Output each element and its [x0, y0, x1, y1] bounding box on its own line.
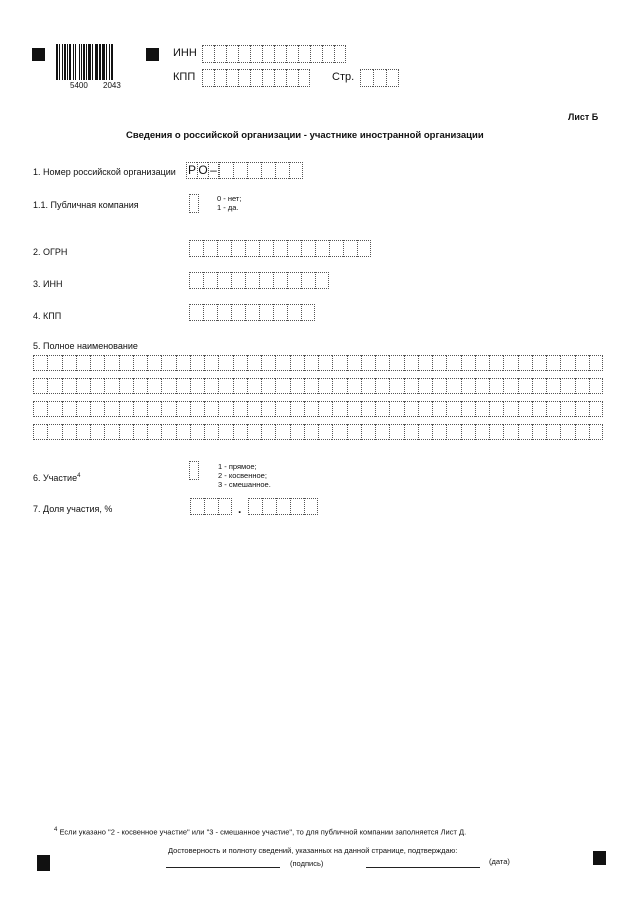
name-char-cell[interactable]	[418, 378, 432, 394]
name-char-cell[interactable]	[375, 355, 389, 371]
name-char-cell[interactable]	[290, 401, 304, 417]
name-char-cell[interactable]	[161, 424, 175, 440]
name-char-cell[interactable]	[218, 401, 232, 417]
kpp-digit-cell[interactable]	[202, 69, 214, 87]
name-char-cell[interactable]	[475, 378, 489, 394]
name-char-cell[interactable]	[432, 378, 446, 394]
name-char-cell[interactable]	[133, 355, 147, 371]
name-char-cell[interactable]	[489, 378, 503, 394]
name-row[interactable]	[33, 355, 603, 371]
field-6-option-1: 2 - косвенное;	[218, 471, 267, 480]
org-number-prefix-cell: О	[198, 163, 208, 177]
name-char-cell[interactable]	[47, 401, 61, 417]
signature-line[interactable]	[166, 867, 280, 868]
name-char-cell[interactable]	[290, 424, 304, 440]
name-char-cell[interactable]	[560, 378, 574, 394]
inn-digit-cell[interactable]	[238, 45, 250, 63]
footnote-text: Если указано "2 - косвенное участие" или "3 - смешанное участие", то для публичной компании заполняется Лист Д.	[59, 827, 467, 837]
field-6-label-text: 6. Участие	[33, 473, 78, 483]
field-5-label: 5. Полное наименование	[33, 341, 138, 351]
name-char-cell[interactable]	[233, 355, 247, 371]
inn-digit-cell[interactable]	[231, 272, 245, 289]
name-row[interactable]	[33, 401, 603, 417]
name-char-cell[interactable]	[332, 355, 346, 371]
name-char-cell[interactable]	[233, 378, 247, 394]
name-char-cell[interactable]	[119, 378, 133, 394]
field-4-label: 4. КПП	[33, 311, 62, 321]
name-char-cell[interactable]	[275, 378, 289, 394]
org-number-cell[interactable]	[247, 162, 261, 179]
name-char-cell[interactable]	[475, 355, 489, 371]
sheet-label: Лист Б	[568, 112, 599, 122]
name-char-cell[interactable]	[347, 424, 361, 440]
name-char-cell[interactable]	[76, 424, 90, 440]
name-char-cell[interactable]	[461, 401, 475, 417]
name-char-cell[interactable]	[176, 424, 190, 440]
share-dec-cell[interactable]	[248, 498, 262, 515]
kpp-digit-cell[interactable]	[274, 69, 286, 87]
name-char-cell[interactable]	[290, 355, 304, 371]
kpp-digit-cell[interactable]	[231, 304, 245, 321]
inn-digit-cell[interactable]	[214, 45, 226, 63]
field-1-cells[interactable]	[219, 162, 303, 179]
barcode-digits-right: 2043	[103, 81, 121, 90]
inn-digit-cell[interactable]	[286, 45, 298, 63]
name-char-cell[interactable]	[247, 355, 261, 371]
name-char-cell[interactable]	[503, 355, 517, 371]
registration-marker-bottom-left	[37, 855, 50, 871]
barcode-bar	[113, 44, 114, 80]
name-char-cell[interactable]	[518, 424, 532, 440]
name-char-cell[interactable]	[233, 424, 247, 440]
inn-digit-cell[interactable]	[322, 45, 334, 63]
inn-digit-cell[interactable]	[202, 45, 214, 63]
name-char-cell[interactable]	[161, 378, 175, 394]
inn-digit-cell[interactable]	[226, 45, 238, 63]
name-char-cell[interactable]	[546, 355, 560, 371]
field-6-option-0: 1 - прямое;	[218, 462, 257, 471]
ogrn-digit-cell[interactable]	[343, 240, 357, 257]
name-char-cell[interactable]	[589, 378, 603, 394]
name-char-cell[interactable]	[218, 355, 232, 371]
ogrn-digit-cell[interactable]	[189, 240, 203, 257]
name-char-cell[interactable]	[261, 355, 275, 371]
inn-digit-cell[interactable]	[273, 272, 287, 289]
name-char-cell[interactable]	[575, 355, 589, 371]
kpp-digit-cell[interactable]	[189, 304, 203, 321]
share-dec-cell[interactable]	[262, 498, 276, 515]
name-char-cell[interactable]	[432, 401, 446, 417]
name-char-cell[interactable]	[76, 378, 90, 394]
name-char-cell[interactable]	[104, 378, 118, 394]
ogrn-digit-cell[interactable]	[259, 240, 273, 257]
name-char-cell[interactable]	[304, 424, 318, 440]
field-1-1-option-0: 0 - нет;	[217, 194, 242, 203]
name-char-cell[interactable]	[518, 355, 532, 371]
ogrn-digit-cell[interactable]	[217, 240, 231, 257]
name-char-cell[interactable]	[204, 401, 218, 417]
field-5-grid[interactable]	[33, 355, 603, 447]
name-char-cell[interactable]	[518, 378, 532, 394]
name-char-cell[interactable]	[47, 378, 61, 394]
name-char-cell[interactable]	[247, 378, 261, 394]
name-char-cell[interactable]	[546, 401, 560, 417]
name-char-cell[interactable]	[389, 378, 403, 394]
share-int-cell[interactable]	[218, 498, 232, 515]
name-char-cell[interactable]	[389, 424, 403, 440]
name-char-cell[interactable]	[147, 378, 161, 394]
name-char-cell[interactable]	[589, 424, 603, 440]
name-char-cell[interactable]	[418, 424, 432, 440]
name-char-cell[interactable]	[190, 355, 204, 371]
name-char-cell[interactable]	[361, 401, 375, 417]
org-number-cell[interactable]	[289, 162, 303, 179]
name-char-cell[interactable]	[575, 378, 589, 394]
name-char-cell[interactable]	[432, 355, 446, 371]
name-char-cell[interactable]	[218, 424, 232, 440]
page-digit-cell[interactable]	[386, 69, 399, 87]
name-char-cell[interactable]	[133, 424, 147, 440]
kpp-digit-cell[interactable]	[203, 304, 217, 321]
name-char-cell[interactable]	[404, 355, 418, 371]
name-char-cell[interactable]	[62, 401, 76, 417]
name-char-cell[interactable]	[247, 401, 261, 417]
kpp-digit-cell[interactable]	[262, 69, 274, 87]
kpp-digit-cell[interactable]	[301, 304, 315, 321]
field-6-footnote-mark: 4	[77, 473, 81, 479]
name-char-cell[interactable]	[147, 424, 161, 440]
field-7-integer-cells[interactable]	[190, 498, 232, 515]
field-1-1-option-1: 1 - да.	[217, 203, 239, 212]
inn-digit-cell[interactable]	[250, 45, 262, 63]
kpp-digit-cell[interactable]	[287, 304, 301, 321]
field-3-label: 3. ИНН	[33, 279, 63, 289]
share-int-cell[interactable]	[190, 498, 204, 515]
inn-digit-cell[interactable]	[245, 272, 259, 289]
name-char-cell[interactable]	[133, 378, 147, 394]
name-char-cell[interactable]	[389, 355, 403, 371]
name-char-cell[interactable]	[233, 401, 247, 417]
name-char-cell[interactable]	[62, 424, 76, 440]
name-char-cell[interactable]	[446, 355, 460, 371]
name-char-cell[interactable]	[489, 424, 503, 440]
kpp-digit-cell[interactable]	[245, 304, 259, 321]
org-number-cell[interactable]	[233, 162, 247, 179]
name-char-cell[interactable]	[119, 424, 133, 440]
name-char-cell[interactable]	[62, 355, 76, 371]
name-char-cell[interactable]	[104, 355, 118, 371]
org-number-prefix-cell: –	[208, 162, 219, 179]
org-number-cell[interactable]	[261, 162, 275, 179]
registration-marker-bottom-right	[593, 851, 606, 865]
name-char-cell[interactable]	[176, 355, 190, 371]
name-char-cell[interactable]	[47, 355, 61, 371]
name-char-cell[interactable]	[275, 401, 289, 417]
ogrn-digit-cell[interactable]	[287, 240, 301, 257]
name-char-cell[interactable]	[404, 424, 418, 440]
inn-digit-cell[interactable]	[310, 45, 322, 63]
name-char-cell[interactable]	[418, 401, 432, 417]
ogrn-digit-cell[interactable]	[357, 240, 371, 257]
ogrn-digit-cell[interactable]	[329, 240, 343, 257]
field-4-cells[interactable]	[189, 304, 315, 321]
name-char-cell[interactable]	[589, 355, 603, 371]
registration-marker-top-left	[32, 48, 45, 61]
name-char-cell[interactable]	[261, 401, 275, 417]
name-char-cell[interactable]	[375, 401, 389, 417]
name-char-cell[interactable]	[190, 424, 204, 440]
name-char-cell[interactable]	[560, 401, 574, 417]
name-char-cell[interactable]	[347, 355, 361, 371]
name-char-cell[interactable]	[418, 355, 432, 371]
name-char-cell[interactable]	[361, 378, 375, 394]
name-char-cell[interactable]	[389, 401, 403, 417]
name-char-cell[interactable]	[90, 401, 104, 417]
signature-caption: (подпись)	[290, 859, 324, 868]
name-char-cell[interactable]	[176, 401, 190, 417]
header-kpp-cells[interactable]	[202, 69, 310, 87]
name-row[interactable]	[33, 424, 603, 440]
name-char-cell[interactable]	[518, 401, 532, 417]
name-char-cell[interactable]	[247, 424, 261, 440]
kpp-digit-cell[interactable]	[273, 304, 287, 321]
name-char-cell[interactable]	[461, 355, 475, 371]
inn-digit-cell[interactable]	[189, 272, 203, 289]
name-char-cell[interactable]	[176, 378, 190, 394]
name-char-cell[interactable]	[318, 355, 332, 371]
field-2-cells[interactable]	[189, 240, 371, 257]
kpp-digit-cell[interactable]	[259, 304, 273, 321]
name-char-cell[interactable]	[76, 401, 90, 417]
name-char-cell[interactable]	[104, 401, 118, 417]
ogrn-digit-cell[interactable]	[315, 240, 329, 257]
name-char-cell[interactable]	[475, 424, 489, 440]
name-char-cell[interactable]	[532, 378, 546, 394]
name-char-cell[interactable]	[503, 424, 517, 440]
org-number-cell[interactable]	[219, 162, 233, 179]
name-char-cell[interactable]	[575, 401, 589, 417]
field-1-1-label: 1.1. Публичная компания	[33, 200, 139, 210]
name-char-cell[interactable]	[90, 378, 104, 394]
name-char-cell[interactable]	[318, 401, 332, 417]
name-char-cell[interactable]	[275, 355, 289, 371]
name-char-cell[interactable]	[532, 401, 546, 417]
name-char-cell[interactable]	[261, 378, 275, 394]
field-6-cell[interactable]	[189, 461, 199, 480]
kpp-digit-cell[interactable]	[286, 69, 298, 87]
inn-digit-cell[interactable]	[262, 45, 274, 63]
inn-digit-cell[interactable]	[298, 45, 310, 63]
field-1-label: 1. Номер российской организации	[33, 167, 176, 177]
ogrn-digit-cell[interactable]	[273, 240, 287, 257]
name-char-cell[interactable]	[575, 424, 589, 440]
kpp-digit-cell[interactable]	[226, 69, 238, 87]
name-char-cell[interactable]	[218, 378, 232, 394]
name-char-cell[interactable]	[147, 355, 161, 371]
name-char-cell[interactable]	[489, 355, 503, 371]
name-char-cell[interactable]	[375, 378, 389, 394]
name-char-cell[interactable]	[190, 378, 204, 394]
field-7-label: 7. Доля участия, %	[33, 504, 113, 514]
ogrn-digit-cell[interactable]	[203, 240, 217, 257]
share-dec-cell[interactable]	[290, 498, 304, 515]
name-char-cell[interactable]	[161, 355, 175, 371]
ogrn-digit-cell[interactable]	[245, 240, 259, 257]
org-number-cell[interactable]	[275, 162, 289, 179]
kpp-digit-cell[interactable]	[238, 69, 250, 87]
name-char-cell[interactable]	[147, 401, 161, 417]
name-char-cell[interactable]	[119, 401, 133, 417]
name-char-cell[interactable]	[546, 378, 560, 394]
name-char-cell[interactable]	[47, 424, 61, 440]
name-char-cell[interactable]	[432, 424, 446, 440]
share-int-cell[interactable]	[204, 498, 218, 515]
field-1-prefix-cells	[186, 162, 219, 179]
header-inn-cells[interactable]	[202, 45, 346, 63]
field-2-label: 2. ОГРН	[33, 247, 68, 257]
field-3-cells[interactable]	[189, 272, 329, 289]
name-char-cell[interactable]	[503, 378, 517, 394]
name-char-cell[interactable]	[446, 378, 460, 394]
name-char-cell[interactable]	[104, 424, 118, 440]
name-char-cell[interactable]	[332, 378, 346, 394]
name-char-cell[interactable]	[589, 401, 603, 417]
name-char-cell[interactable]	[33, 424, 47, 440]
name-char-cell[interactable]	[275, 424, 289, 440]
confirmation-text: Достоверность и полноту сведений, указанных на данной странице, подтверждаю:	[168, 846, 458, 855]
registration-marker-top-middle	[146, 48, 159, 61]
name-char-cell[interactable]	[461, 378, 475, 394]
name-char-cell[interactable]	[361, 355, 375, 371]
header-inn-label: ИНН	[173, 47, 197, 59]
page-title: Сведения о российской организации - участнике иностранной организации	[126, 130, 484, 141]
name-char-cell[interactable]	[161, 401, 175, 417]
name-char-cell[interactable]	[33, 378, 47, 394]
ogrn-digit-cell[interactable]	[301, 240, 315, 257]
share-dec-cell[interactable]	[304, 498, 318, 515]
name-char-cell[interactable]	[76, 355, 90, 371]
inn-digit-cell[interactable]	[334, 45, 346, 63]
name-char-cell[interactable]	[133, 401, 147, 417]
inn-digit-cell[interactable]	[287, 272, 301, 289]
name-char-cell[interactable]	[532, 355, 546, 371]
name-char-cell[interactable]	[304, 378, 318, 394]
field-7-decimal-cells[interactable]	[248, 498, 318, 515]
name-char-cell[interactable]	[446, 424, 460, 440]
name-char-cell[interactable]	[532, 424, 546, 440]
barcode	[56, 44, 136, 80]
header-page-cells[interactable]	[360, 69, 399, 87]
name-char-cell[interactable]	[261, 424, 275, 440]
name-char-cell[interactable]	[33, 401, 47, 417]
name-char-cell[interactable]	[290, 378, 304, 394]
ogrn-digit-cell[interactable]	[231, 240, 245, 257]
org-number-prefix-cell: Р	[187, 163, 196, 177]
inn-digit-cell[interactable]	[301, 272, 315, 289]
name-char-cell[interactable]	[546, 424, 560, 440]
name-char-cell[interactable]	[304, 355, 318, 371]
header-kpp-label: КПП	[173, 71, 196, 83]
name-char-cell[interactable]	[560, 355, 574, 371]
kpp-digit-cell[interactable]	[250, 69, 262, 87]
name-char-cell[interactable]	[62, 378, 76, 394]
footnote-mark: 4	[54, 827, 58, 833]
name-char-cell[interactable]	[489, 401, 503, 417]
name-char-cell[interactable]	[90, 355, 104, 371]
page-digit-cell[interactable]	[360, 69, 373, 87]
field-6-option-2: 3 - смешанное.	[218, 480, 271, 489]
name-char-cell[interactable]	[33, 355, 47, 371]
name-row[interactable]	[33, 378, 603, 394]
name-char-cell[interactable]	[404, 401, 418, 417]
name-char-cell[interactable]	[404, 378, 418, 394]
date-caption: (дата)	[489, 857, 510, 866]
name-char-cell[interactable]	[375, 424, 389, 440]
inn-digit-cell[interactable]	[217, 272, 231, 289]
field-6-label	[33, 473, 80, 483]
kpp-digit-cell[interactable]	[217, 304, 231, 321]
share-dec-cell[interactable]	[276, 498, 290, 515]
name-char-cell[interactable]	[347, 401, 361, 417]
name-char-cell[interactable]	[204, 378, 218, 394]
name-char-cell[interactable]	[304, 401, 318, 417]
name-char-cell[interactable]	[332, 401, 346, 417]
name-char-cell[interactable]	[361, 424, 375, 440]
name-char-cell[interactable]	[119, 355, 133, 371]
name-char-cell[interactable]	[204, 355, 218, 371]
name-char-cell[interactable]	[318, 378, 332, 394]
inn-digit-cell[interactable]	[274, 45, 286, 63]
kpp-digit-cell[interactable]	[298, 69, 310, 87]
inn-digit-cell[interactable]	[259, 272, 273, 289]
name-char-cell[interactable]	[332, 424, 346, 440]
field-1-1-cell[interactable]	[189, 194, 199, 213]
name-char-cell[interactable]	[347, 378, 361, 394]
footnote	[54, 826, 466, 837]
name-char-cell[interactable]	[204, 424, 218, 440]
name-char-cell[interactable]	[446, 401, 460, 417]
name-char-cell[interactable]	[475, 401, 489, 417]
barcode-digits-left: 5400	[70, 81, 88, 90]
header-page-label: Стр.	[332, 71, 355, 83]
date-line[interactable]	[366, 867, 480, 868]
name-char-cell[interactable]	[503, 401, 517, 417]
field-7-decimal-point: .	[238, 502, 242, 516]
kpp-digit-cell[interactable]	[214, 69, 226, 87]
name-char-cell[interactable]	[560, 424, 574, 440]
name-char-cell[interactable]	[318, 424, 332, 440]
inn-digit-cell[interactable]	[203, 272, 217, 289]
name-char-cell[interactable]	[190, 401, 204, 417]
name-char-cell[interactable]	[461, 424, 475, 440]
name-char-cell[interactable]	[90, 424, 104, 440]
inn-digit-cell[interactable]	[315, 272, 329, 289]
page-digit-cell[interactable]	[373, 69, 386, 87]
